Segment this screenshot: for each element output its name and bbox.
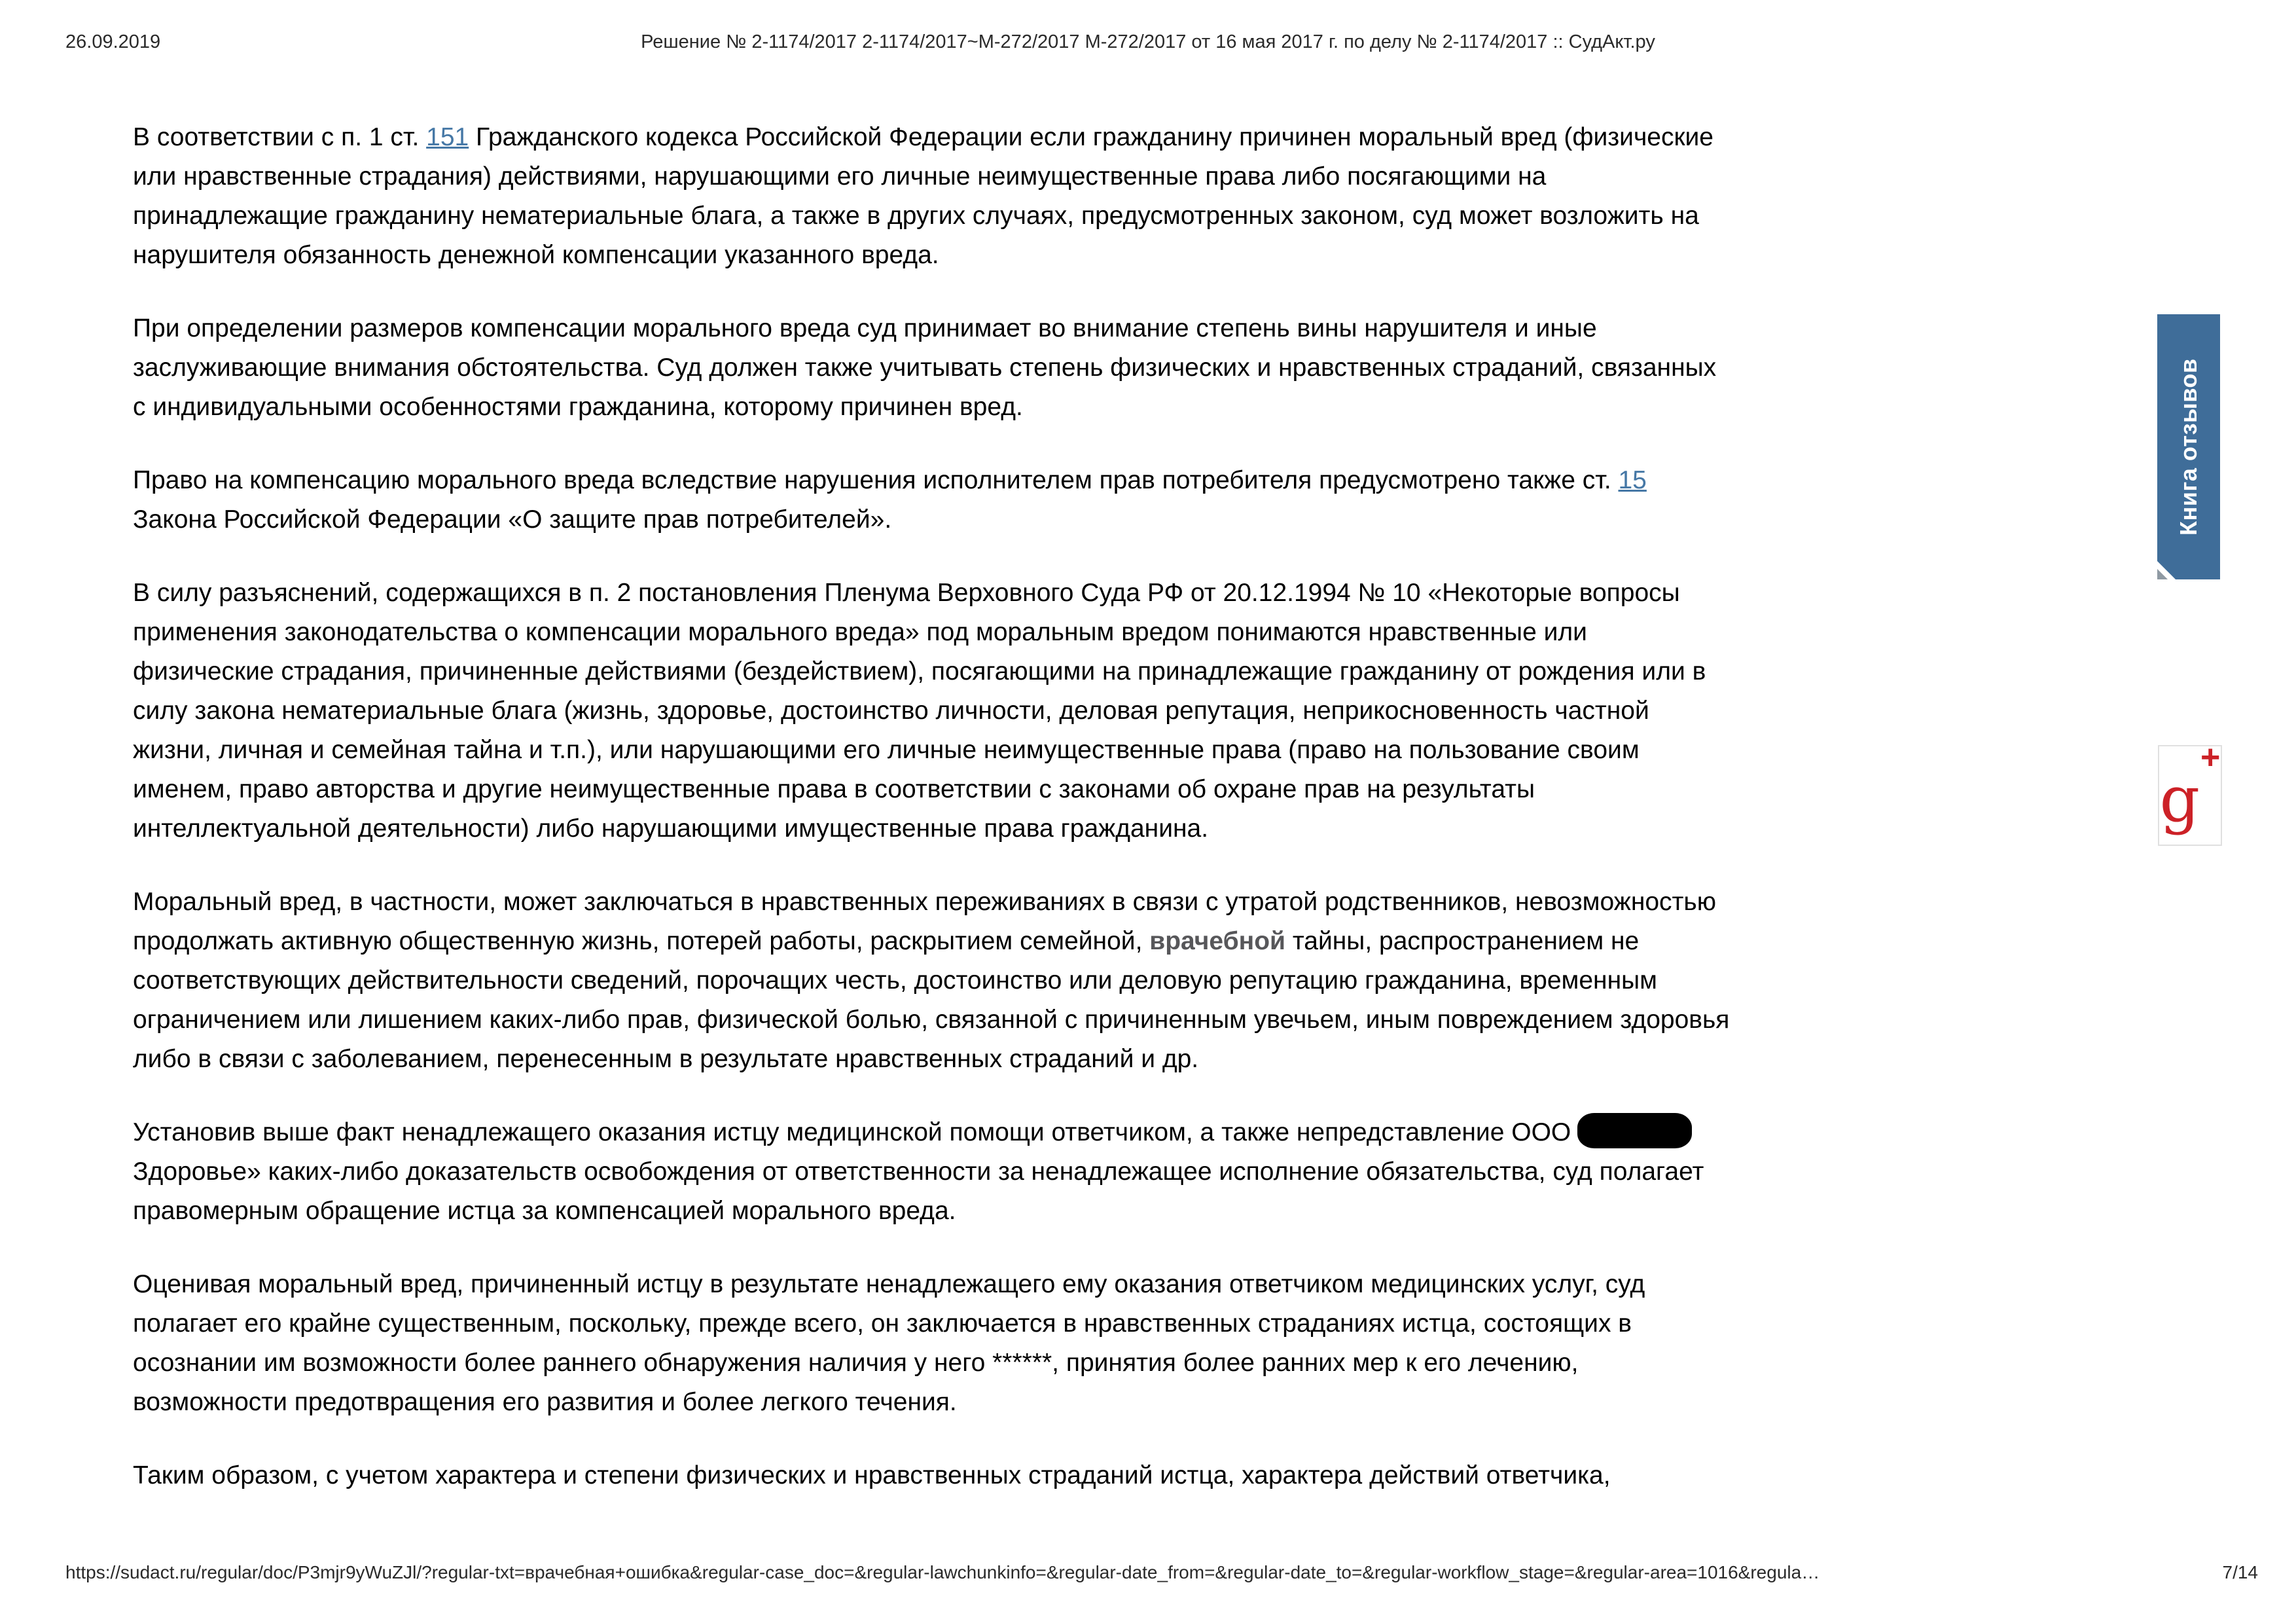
text-segment: тайны, распространением не xyxy=(1285,927,1640,955)
text-line xyxy=(133,309,2159,348)
text-segment: При определении размеров компенсации морального вреда суд принимает во внимание степень вины нарушителя и иные xyxy=(133,314,1597,342)
text-segment: В силу разъяснений, содержащихся в п. 2 постановления Пленума Верховного Суда РФ от 20.12.1994 № 10 «Некоторые вопросы xyxy=(133,579,1680,607)
text-segment: заслуживающие внимания обстоятельства. Суд должен также учитывать степень физических и нравственных страданий, связанных xyxy=(133,354,1717,382)
print-header xyxy=(0,31,2296,58)
text-segment: жизни, личная и семейная тайна и т.п.), или нарушающими его личные неимущественные права (право на пользование своим xyxy=(133,736,1640,764)
print-footer xyxy=(0,1562,2296,1588)
source-url: https://sudact.ru/regular/doc/P3mjr9yWuZJl/?regular-txt=врачебная+ошибка&regular-case_doc=&regular-lawchunkinfo=&regular-date_from=&regular-date_to=&regular-workflow_stage=&regular-area=1016&regula… xyxy=(65,1562,1820,1582)
google-plus-icon: g+ xyxy=(2159,739,2221,836)
google-plus-button[interactable] xyxy=(2158,739,2222,846)
text-segment: Оценивая моральный вред, причиненный истцу в результате ненадлежащего ему оказания ответчиком медицинских услуг, суд xyxy=(133,1270,1645,1298)
text-line xyxy=(133,809,2159,848)
print-date: 26.09.2019 xyxy=(65,31,161,52)
text-segment: или нравственные страдания) действиями, нарушающими его личные неимущественные права либо посягающими на xyxy=(133,162,1547,191)
text-segment: Установив выше факт ненадлежащего оказания истцу медицинской помощи ответчиком, а также непредставление ООО xyxy=(133,1118,1571,1146)
text-segment: нарушителя обязанность денежной компенсации указанного вреда. xyxy=(133,241,939,269)
text-line xyxy=(133,1113,2159,1152)
text-line xyxy=(133,652,2159,691)
text-segment: Здоровье» каких-либо доказательств освобождения от ответственности за ненадлежащее исполнение обязательства, суд полагает xyxy=(133,1158,1704,1186)
document-body xyxy=(133,118,2159,1529)
text-line xyxy=(133,388,2159,427)
text-segment: продолжать активную общественную жизнь, потерей работы, раскрытием семейной, xyxy=(133,927,1150,955)
text-segment: правомерным обращение истца за компенсацией морального вреда. xyxy=(133,1197,956,1225)
text-line xyxy=(133,157,2159,196)
paragraph xyxy=(133,118,2159,275)
statute-link[interactable]: 151 xyxy=(426,123,469,151)
text-line xyxy=(133,1000,2159,1040)
text-line xyxy=(133,922,2159,961)
text-line xyxy=(133,196,2159,236)
text-segment: Право на компенсацию морального вреда вследствие нарушения исполнителем прав потребителя предусмотрено также ст. xyxy=(133,466,1619,494)
redaction-box xyxy=(1577,1113,1692,1148)
text-segment: физические страдания, причиненные действиями (бездействием), посягающими на принадлежащие гражданину от рождения или в xyxy=(133,657,1706,685)
page-title: Решение № 2-1174/2017 2-1174/2017~М-272/2017 М-272/2017 от 16 мая 2017 г. по делу № 2-1174/2017 :: СудАкт.ру xyxy=(641,31,1655,52)
text-line xyxy=(133,1192,2159,1231)
text-line xyxy=(133,1304,2159,1343)
feedback-tab-label: Книга отзывов xyxy=(2175,358,2202,536)
page-number: 7/14 xyxy=(2222,1562,2258,1582)
highlighted-search-term: врачебной xyxy=(1149,927,1286,955)
text-segment: В соответствии с п. 1 ст. xyxy=(133,123,427,151)
text-line xyxy=(133,118,2159,157)
text-line xyxy=(133,731,2159,770)
text-line xyxy=(133,691,2159,731)
text-segment: принадлежащие гражданину нематериальные блага, а также в других случаях, предусмотренных законом, суд может возложить на xyxy=(133,202,1699,230)
text-line xyxy=(133,236,2159,275)
text-segment: либо в связи с заболеванием, перенесенным в результате нравственных страданий и др. xyxy=(133,1045,1199,1073)
text-segment: соответствующих действительности сведений, порочащих честь, достоинство или деловую репутацию гражданина, временным xyxy=(133,966,1657,994)
text-segment: Гражданского кодекса Российской Федерации если гражданину причинен моральный вред (физические xyxy=(469,123,1713,151)
paragraph xyxy=(133,309,2159,427)
text-line xyxy=(133,1040,2159,1079)
statute-link[interactable]: 15 xyxy=(1618,466,1647,494)
text-segment: полагает его крайне существенным, поскольку, прежде всего, он заключается в нравственных страданиях истца, состоящих в xyxy=(133,1309,1632,1338)
text-line xyxy=(133,461,2159,500)
text-line xyxy=(133,613,2159,652)
text-segment: именем, право авторства и другие неимущественные права в соответствии с законами об охране прав на результаты xyxy=(133,775,1535,803)
paragraph xyxy=(133,461,2159,539)
text-line xyxy=(133,883,2159,922)
text-segment: Моральный вред, в частности, может заключаться в нравственных переживаниях в связи с утратой родственников, невозможностью xyxy=(133,888,1716,916)
feedback-book-tab[interactable] xyxy=(2157,314,2220,579)
text-segment: Таким образом, с учетом характера и степени физических и нравственных страданий истца, характера действий ответчика, xyxy=(133,1461,1611,1489)
text-line xyxy=(133,348,2159,388)
text-segment: силу закона нематериальные блага (жизнь, здоровье, достоинство личности, деловая репутация, неприкосновенность частной xyxy=(133,697,1649,725)
text-line xyxy=(133,1456,2159,1495)
text-line xyxy=(133,1383,2159,1422)
text-segment: возможности предотвращения его развития и более легкого течения. xyxy=(133,1388,957,1416)
text-segment: с индивидуальными особенностями гражданина, которому причинен вред. xyxy=(133,393,1023,421)
text-line xyxy=(133,770,2159,809)
paragraph xyxy=(133,883,2159,1079)
text-line xyxy=(133,574,2159,613)
paragraph xyxy=(133,1113,2159,1231)
paragraph xyxy=(133,574,2159,848)
text-segment: ограничением или лишением каких-либо прав, физической болью, связанной с причиненным увечьем, иным повреждением здоровья xyxy=(133,1006,1730,1034)
text-line xyxy=(133,961,2159,1000)
text-line xyxy=(133,1152,2159,1192)
text-line xyxy=(133,1265,2159,1304)
text-line xyxy=(133,500,2159,539)
text-segment: интеллектуальной деятельности) либо нарушающими имущественные права гражданина. xyxy=(133,814,1209,843)
text-segment: применения законодательства о компенсации морального вреда» под моральным вредом понимаются нравственные или xyxy=(133,618,1587,646)
text-segment: осознании им возможности более раннего обнаружения наличия у него ******, принятия более ранних мер к его лечению, xyxy=(133,1349,1579,1377)
paragraph xyxy=(133,1456,2159,1495)
text-segment: Закона Российской Федерации «О защите прав потребителей». xyxy=(133,505,892,534)
paragraph xyxy=(133,1265,2159,1422)
text-line xyxy=(133,1343,2159,1383)
